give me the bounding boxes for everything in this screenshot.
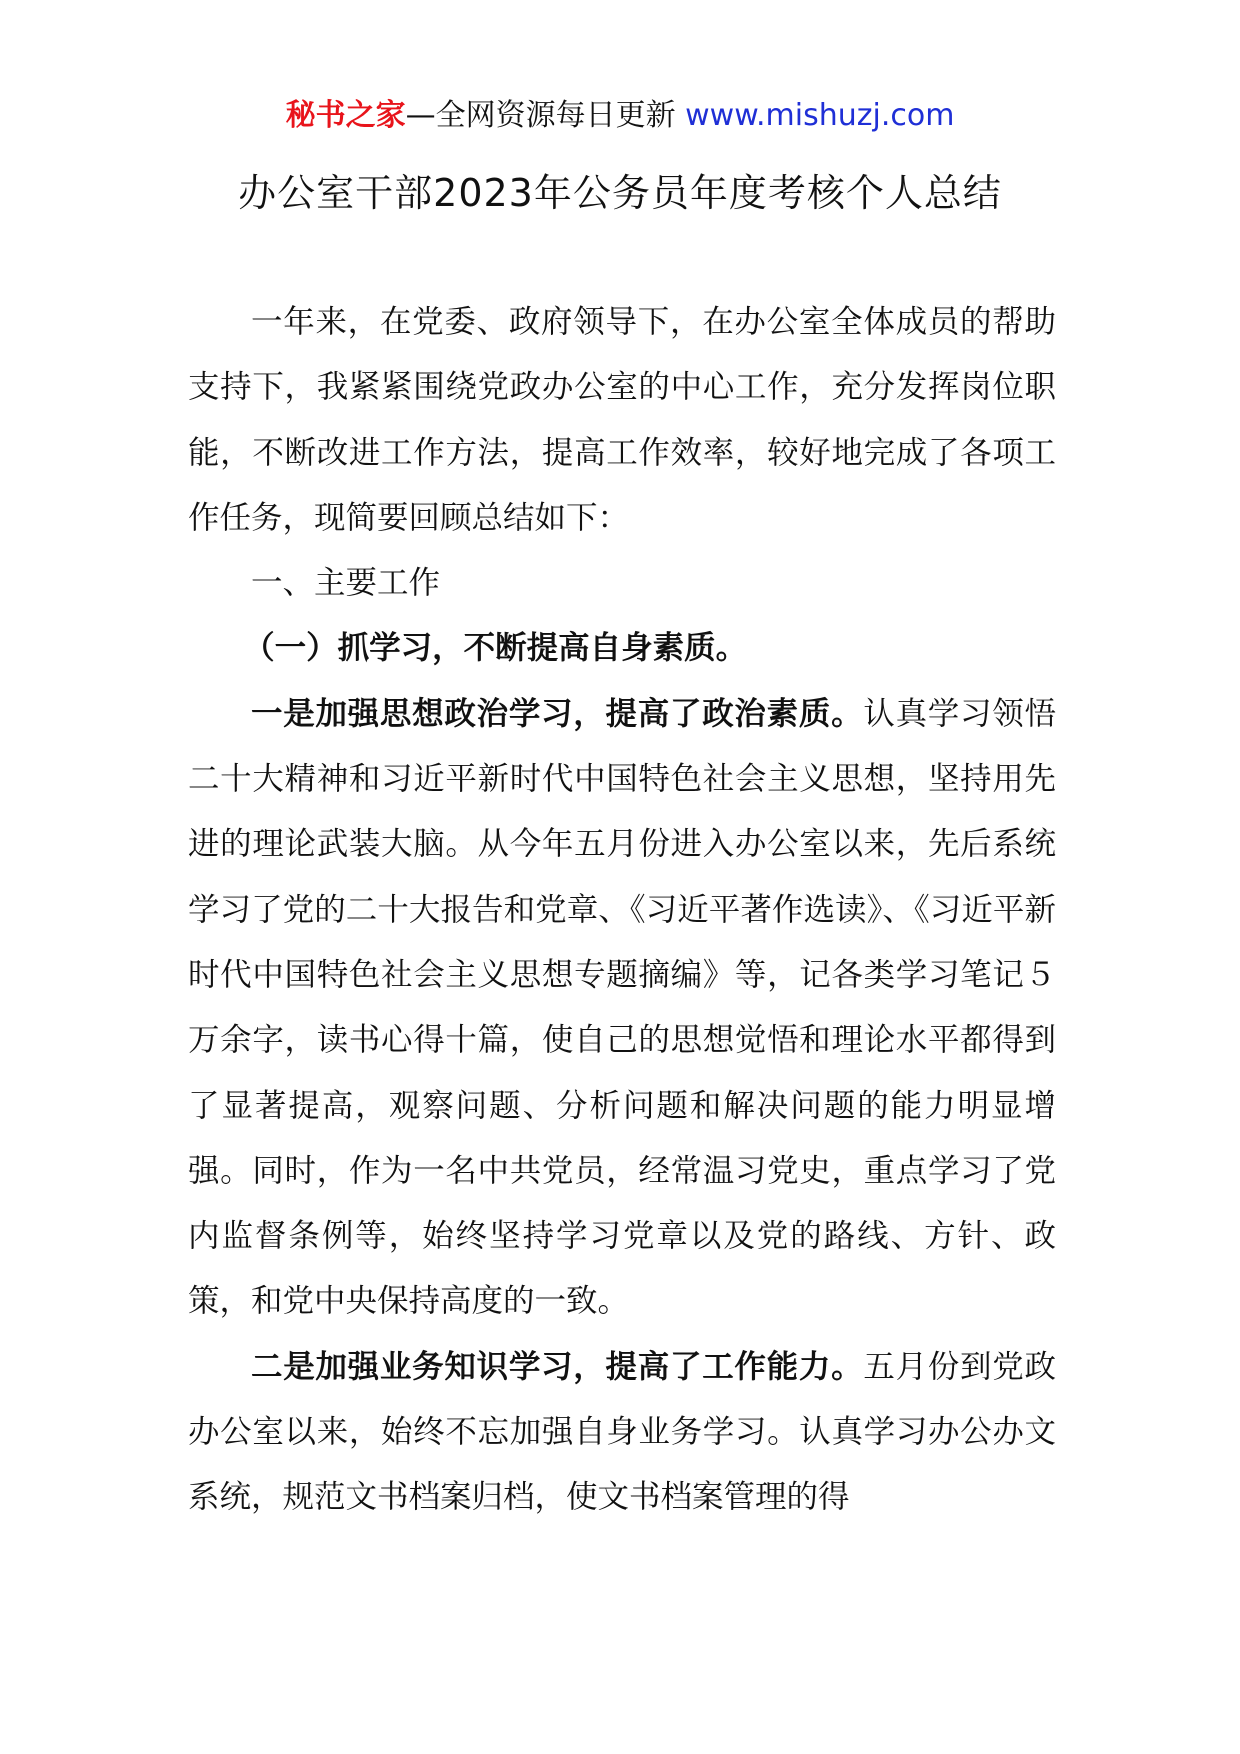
subsection-heading: （一）抓学习，不断提高自身素质。 <box>243 630 748 667</box>
paragraph-body: 五月份到党政办公室以来，始终不忘加强自身业务学习。认真学习办公办文系统，规范文书档案归档，使文书档案管理的得 <box>188 1348 1056 1516</box>
site-slogan: —全网资源每日更新 <box>405 98 686 133</box>
site-brand: 秘书之家 <box>285 98 406 133</box>
document-title: 办公室干部2023年公务员年度考核个人总结 <box>238 171 1002 215</box>
paragraph-lead: 一是加强思想政治学习，提高了政治素质。 <box>251 695 864 732</box>
paragraph-body: 认真学习领悟二十大精神和习近平新时代中国特色社会主义思想，坚持用先进的理论武装大脑。从今年五月份进入办公室以来，先后系统学习了党的二十大报告和党章、《习近平著作选读》、《习近平新时代中国特色社会主义思想专题摘编》等，记各类学习笔记５万余字，读书心得十篇，使自己的思想觉悟和理论水平都得到了显著提高，观察问题、分析问题和解决问题的能力明显增强。同时，作为一名中共党员，经常温习党史，重点学习了党内监督条例等，始终坚持学习党章以及党的路线、方针、政策，和党中央保持高度的一致。 <box>188 695 1056 1320</box>
paragraph-business-study <box>188 1335 1056 1531</box>
site-banner <box>0 96 1240 136</box>
document-body <box>188 290 1056 1531</box>
intro-paragraph: 一年来，在党委、政府领导下，在办公室全体成员的帮助支持下，我紧紧围绕党政办公室的中心工作，充分发挥岗位职能，不断改进工作方法，提高工作效率，较好地完成了各项工作任务，现简要回顾总结如下： <box>188 304 1056 536</box>
site-url-link[interactable]: www.mishuzj.com <box>685 98 955 133</box>
paragraph-lead: 二是加强业务知识学习，提高了工作能力。 <box>251 1348 864 1385</box>
paragraph-political-study <box>188 682 1056 1335</box>
section-heading: 一、主要工作 <box>251 565 441 602</box>
